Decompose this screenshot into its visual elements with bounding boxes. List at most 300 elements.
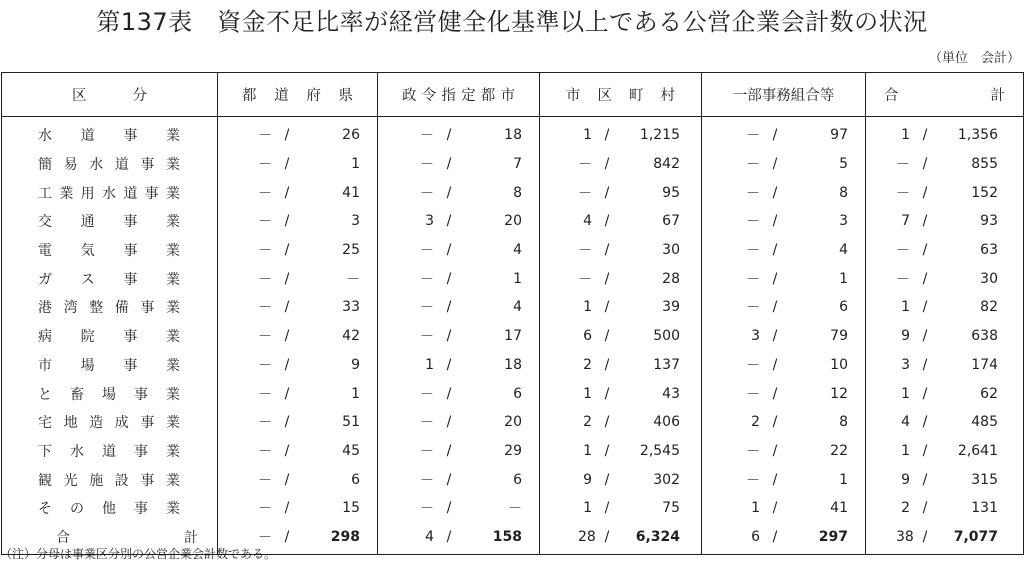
category-glyph: 事 [140,300,155,317]
muni-cell [540,117,702,150]
separator: / [922,270,928,287]
city-cell [378,293,540,322]
table-row [2,494,1024,523]
denominator: 131 [971,500,998,517]
total-cell [866,236,1024,265]
category-glyph: 業 [165,357,180,374]
header-glyph: 定 [461,88,476,104]
numerator: 28 [578,528,596,545]
city-cell [378,465,540,494]
category-glyph: 施 [89,472,104,489]
header-glyph: 県 [338,88,353,104]
denominator: 41 [342,184,360,201]
separator: / [604,156,610,173]
denominator: 18 [504,127,522,144]
category-glyph: 場 [102,386,116,403]
numerator: － [578,157,592,174]
separator: / [284,299,290,316]
category-glyph: 地 [63,415,78,432]
denominator: 33 [342,299,360,316]
category-glyph: 業 [165,300,180,317]
numerator: － [746,386,760,403]
city-cell [378,150,540,179]
separator: / [604,528,610,545]
city-cell [378,437,540,466]
header-row [2,73,1024,117]
denominator: 30 [662,242,680,259]
numerator: － [258,271,272,288]
header-glyph: 市 [566,88,581,104]
denominator: 485 [971,414,998,431]
category-glyph: 水 [101,185,116,202]
numerator: － [578,185,592,202]
denominator: 6 [839,299,848,316]
denominator: 152 [971,184,998,201]
numerator: 2 [751,414,760,431]
category-glyph: 事 [140,415,155,432]
union-cell [702,236,866,265]
header-total [866,73,1024,117]
separator: / [604,385,610,402]
category-glyph: 整 [89,300,104,317]
header-glyph: 町 [629,88,644,104]
category-glyph: 合 [56,529,70,546]
total-cell [866,207,1024,236]
separator: / [772,242,778,259]
muni-cell [540,264,702,293]
numerator: － [896,243,910,260]
total-cell [866,178,1024,207]
denominator: 6 [351,471,360,488]
pref-cell [218,207,378,236]
denominator: 8 [513,184,522,201]
category-glyph: 湾 [63,300,78,317]
numerator: － [258,185,272,202]
denominator: 9 [351,356,360,373]
numerator: － [420,415,434,432]
numerator: － [258,386,272,403]
separator: / [604,299,610,316]
table-row [2,351,1024,380]
numerator: 1 [751,500,760,517]
separator: / [604,414,610,431]
category-glyph: 事 [123,214,138,231]
numerator: － [746,157,760,174]
category-cell [2,178,218,207]
union-cell [702,117,866,150]
union-cell [702,293,866,322]
denominator: 8 [839,414,848,431]
separator: / [604,356,610,373]
category-glyph: 事 [134,443,148,460]
denominator: 500 [653,328,680,345]
numerator: 38 [896,528,914,545]
union-cell [702,264,866,293]
denominator: 26 [342,127,360,144]
header-union: 一部事務組合等 [702,73,866,117]
category-glyph: 事 [140,472,155,489]
category-glyph: 事 [123,243,138,260]
denominator: 20 [504,414,522,431]
separator: / [922,184,928,201]
category-glyph: 業 [165,185,180,202]
separator: / [446,442,452,459]
denominator: 158 [492,528,522,545]
union-cell [702,465,866,494]
city-cell [378,494,540,523]
denominator: 4 [513,299,522,316]
category-glyph: 気 [80,243,95,260]
pref-cell [218,465,378,494]
table-row [2,264,1024,293]
separator: / [772,184,778,201]
denominator: 25 [342,242,360,259]
muni-cell [540,293,702,322]
separator: / [772,414,778,431]
category-glyph: 事 [144,185,159,202]
table-row [2,293,1024,322]
denominator: 406 [653,414,680,431]
category-cell [2,322,218,351]
muni-cell [540,465,702,494]
category-cell [2,408,218,437]
denominator: 302 [653,471,680,488]
separator: / [772,328,778,345]
separator: / [284,184,290,201]
separator: / [922,528,928,545]
category-glyph: 業 [165,271,180,288]
numerator: － [258,529,272,546]
denominator: 6,324 [635,528,680,545]
denominator: 28 [662,270,680,287]
category-cell [2,207,218,236]
denominator: 3 [839,213,848,230]
denominator: 1 [839,471,848,488]
header-glyph: 府 [306,88,321,104]
category-glyph: 水 [70,443,84,460]
category-glyph: 業 [166,386,180,403]
numerator: 1 [425,356,434,373]
denominator: 67 [662,213,680,230]
numerator: 9 [901,328,910,345]
category-glyph: 成 [114,415,129,432]
denominator: 39 [662,299,680,316]
pref-cell [218,150,378,179]
pref-cell [218,293,378,322]
separator: / [446,471,452,488]
numerator: 7 [901,213,910,230]
pref-cell [218,178,378,207]
numerator: － [258,501,272,518]
numerator: － [420,243,434,260]
footnote: （注）分母は事業区分別の公営企業会計数である。 [0,547,277,561]
numerator: － [578,271,592,288]
union-cell [702,437,866,466]
numerator: 1 [583,385,592,402]
category-glyph: 事 [123,271,138,288]
pref-cell [218,264,378,293]
numerator: － [258,300,272,317]
muni-cell [540,408,702,437]
separator: / [604,242,610,259]
header-glyph: 道 [274,88,289,104]
denominator: 638 [971,328,998,345]
category-glyph: 港 [38,300,52,317]
category-glyph: 備 [114,300,129,317]
total-cell [866,150,1024,179]
page-title: 第137表 資金不足比率が経営健全化基準以上である公営企業会計数の状況 [96,8,928,36]
table-row [2,178,1024,207]
category-glyph: 業 [165,243,180,260]
category-glyph: 業 [166,501,180,518]
separator: / [922,442,928,459]
separator: / [446,156,452,173]
separator: / [772,299,778,316]
separator: / [922,500,928,517]
data-table [1,72,1024,555]
total-cell [866,351,1024,380]
denominator: 93 [980,213,998,230]
muni-cell [540,379,702,408]
separator: / [284,156,290,173]
numerator: 4 [425,528,434,545]
numerator: 4 [583,213,592,230]
numerator: － [746,357,760,374]
denominator: 1,215 [639,127,680,144]
separator: / [284,442,290,459]
total-cell [866,408,1024,437]
category-cell [2,117,218,150]
numerator: － [746,243,760,260]
numerator: － [420,300,434,317]
denominator: － [508,501,522,518]
denominator: － [346,271,360,288]
category-glyph: 市 [38,357,52,374]
separator: / [284,385,290,402]
total-cell [866,117,1024,150]
pref-cell [218,408,378,437]
separator: / [604,270,610,287]
separator: / [922,385,928,402]
numerator: － [420,157,434,174]
separator: / [604,127,610,144]
category-glyph: 設 [114,472,129,489]
separator: / [446,500,452,517]
separator: / [446,414,452,431]
pref-cell [218,117,378,150]
denominator: 2,641 [957,442,998,459]
header-glyph: 区 [597,88,612,104]
header-glyph: 区 [72,88,87,104]
denominator: 842 [653,156,680,173]
separator: / [772,442,778,459]
denominator: 855 [971,156,998,173]
total-cell [866,523,1024,555]
union-cell [702,408,866,437]
separator: / [604,471,610,488]
numerator: － [746,472,760,489]
category-glyph: と [38,386,52,403]
city-cell [378,236,540,265]
numerator: 6 [583,328,592,345]
category-glyph: 水 [38,128,52,145]
category-glyph: 宅 [38,415,52,432]
header-glyph: 分 [132,88,147,104]
separator: / [284,328,290,345]
numerator: － [258,214,272,231]
separator: / [772,385,778,402]
numerator: 1 [901,127,910,144]
denominator: 12 [830,385,848,402]
separator: / [772,528,778,545]
separator: / [922,328,928,345]
denominator: 18 [504,356,522,373]
separator: / [284,242,290,259]
category-glyph: 畜 [70,386,84,403]
category-glyph: 電 [38,243,52,260]
separator: / [772,127,778,144]
numerator: － [420,329,434,346]
denominator: 62 [980,385,998,402]
muni-cell [540,322,702,351]
numerator: 9 [583,471,592,488]
category-glyph: 業 [165,472,180,489]
category-glyph: 業 [166,443,180,460]
category-cell [2,236,218,265]
separator: / [922,471,928,488]
denominator: 1 [351,385,360,402]
denominator: 2,545 [639,442,680,459]
separator: / [284,356,290,373]
denominator: 3 [351,213,360,230]
union-cell [702,351,866,380]
union-cell [702,178,866,207]
category-glyph: 場 [80,357,95,374]
numerator: 2 [901,500,910,517]
denominator: 1 [351,156,360,173]
category-cell [2,293,218,322]
denominator: 43 [662,385,680,402]
separator: / [446,184,452,201]
table-row [2,150,1024,179]
category-glyph: 事 [134,386,148,403]
numerator: － [258,357,272,374]
pref-cell [218,236,378,265]
muni-cell [540,207,702,236]
header-glyph: 合 [884,88,899,104]
numerator: 2 [583,356,592,373]
category-glyph: 事 [140,157,155,174]
separator: / [922,127,928,144]
table-row [2,236,1024,265]
separator: / [446,328,452,345]
union-cell [702,322,866,351]
numerator: － [420,472,434,489]
category-cell [2,465,218,494]
denominator: 45 [342,442,360,459]
category-glyph: 事 [134,501,148,518]
unit-label: （単位 会計） [928,51,1020,66]
numerator: － [258,128,272,145]
table-row [2,322,1024,351]
separator: / [922,242,928,259]
city-cell [378,117,540,150]
total-cell [866,465,1024,494]
muni-cell [540,236,702,265]
denominator: 95 [662,184,680,201]
header-glyph: 計 [990,88,1005,104]
separator: / [604,213,610,230]
separator: / [922,156,928,173]
category-glyph: ス [80,271,95,288]
separator: / [922,213,928,230]
denominator: 75 [662,500,680,517]
table-row [2,207,1024,236]
numerator: 1 [583,127,592,144]
category-glyph: 事 [123,128,138,145]
separator: / [922,414,928,431]
numerator: － [896,157,910,174]
separator: / [284,500,290,517]
category-glyph: 道 [80,128,95,145]
denominator: 17 [504,328,522,345]
denominator: 8 [839,184,848,201]
table-row [2,408,1024,437]
category-glyph: 用 [80,185,95,202]
denominator: 298 [330,528,360,545]
separator: / [446,528,452,545]
category-glyph: ガ [38,271,52,288]
denominator: 15 [342,500,360,517]
category-glyph: 事 [123,357,138,374]
pref-cell [218,437,378,466]
numerator: 1 [901,385,910,402]
separator: / [922,356,928,373]
category-cell [2,150,218,179]
numerator: － [746,443,760,460]
header-glyph: 都 [480,88,496,104]
separator: / [284,414,290,431]
total-cell [866,264,1024,293]
numerator: － [258,157,272,174]
category-glyph: 工 [38,185,52,202]
denominator: 22 [830,442,848,459]
numerator: － [258,329,272,346]
header-glyph: 村 [660,88,675,104]
city-cell [378,523,540,555]
category-glyph: 他 [102,501,116,518]
total-cell [866,322,1024,351]
city-cell [378,178,540,207]
separator: / [772,213,778,230]
category-glyph: 光 [63,472,78,489]
numerator: － [420,386,434,403]
denominator: 29 [504,442,522,459]
union-cell [702,207,866,236]
numerator: － [746,185,760,202]
header-municipality [540,73,702,117]
city-cell [378,351,540,380]
separator: / [772,500,778,517]
separator: / [446,270,452,287]
total-cell [866,437,1024,466]
separator: / [284,127,290,144]
denominator: 10 [830,356,848,373]
header-glyph: 市 [500,88,515,104]
muni-cell [540,523,702,555]
denominator: 1 [839,270,848,287]
category-glyph: 道 [123,185,138,202]
